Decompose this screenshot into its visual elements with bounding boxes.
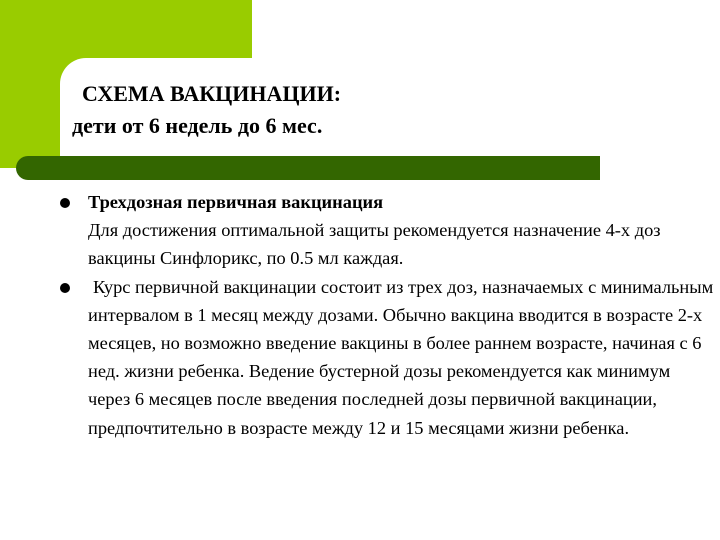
slide-content [60, 188, 715, 442]
bullet-dot-icon [60, 198, 70, 208]
title-divider-bar [16, 156, 600, 180]
bullet-body: Для достижения оптимальной защиты рекомендуется назначение 4-х доз вакцины Синфлорикс, по 0.5 мл каждая. [88, 220, 661, 269]
title-line-1: СХЕМА ВАКЦИНАЦИИ: [82, 81, 342, 106]
slide-title [62, 78, 582, 142]
bullet-item-vaccination-course [60, 273, 715, 442]
bullet-item-primary-vaccination [60, 188, 715, 273]
bullet-dot-icon [60, 283, 70, 293]
title-line-2: дети от 6 недель до 6 мес. [72, 113, 323, 138]
bullet-heading: Трехдозная первичная вакцинация [88, 192, 384, 212]
bullet-body: Курс первичной вакцинации состоит из трех доз, назначаемых с минимальным интервалом в 1 месяц между дозами. Обычно вакцина вводится в возрасте 2-х месяцев, но возможно введение вакцины в более раннем возрасте, начиная с 6 нед. жизни ребенка. Ведение бустерной дозы рекомендуется как минимум через 6 месяцев после введения последней дозы первичной вакцинации, предпочтительно в возрасте между 12 и 15 месяцами жизни ребенка. [88, 276, 714, 438]
